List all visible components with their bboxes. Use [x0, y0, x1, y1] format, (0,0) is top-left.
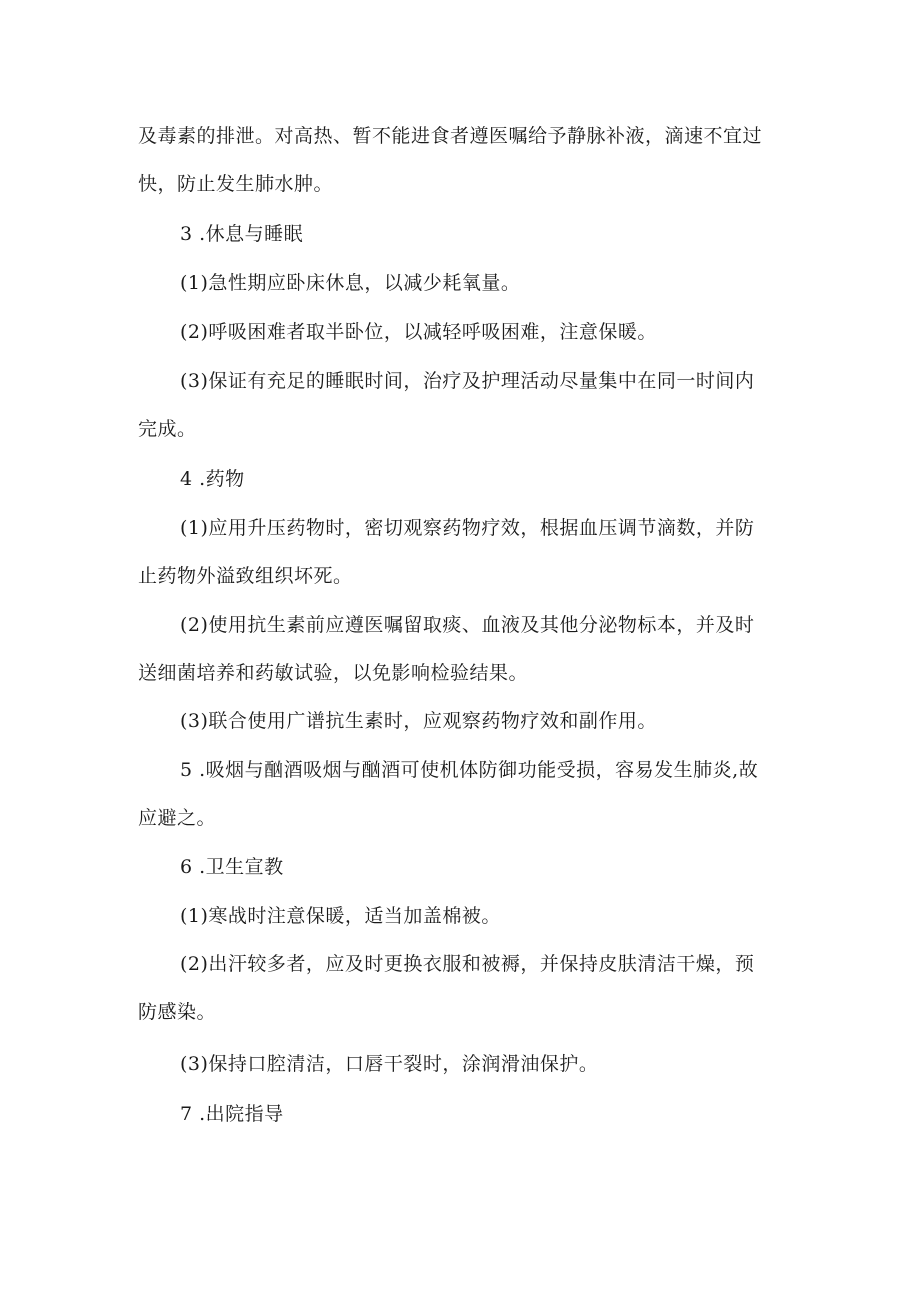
text-line: (2)呼吸困难者取半卧位，以减轻呼吸困难，注意保暖。 [180, 321, 657, 343]
section-heading: 6 .卫生宣教 [180, 856, 284, 878]
text-line: (3)保证有充足的睡眠时间，治疗及护理活动尽量集中在同一时间内 [180, 370, 755, 392]
section-heading-rest-sleep [138, 210, 788, 258]
text-line: (3)联合使用广谱抗生素时，应观察药物疗效和副作用。 [180, 710, 657, 732]
text-line: 及毒素的排泄。对高热、暂不能进食者遵医嘱给予静脉补液，滴速不宜过 [138, 125, 763, 147]
text-line: 送细菌培养和药敏试验，以免影响检验结果。 [138, 662, 529, 684]
list-item [138, 308, 788, 356]
text-line: 完成。 [138, 418, 197, 440]
section-heading: 7 .出院指导 [180, 1103, 284, 1125]
text-line: (2)出汗较多者，应及时更换衣服和被褥，并保持皮肤清洁干燥，预 [180, 953, 755, 975]
list-item [138, 357, 788, 453]
text-line: (2)使用抗生素前应遵医嘱留取痰、血液及其他分泌物标本，并及时 [180, 614, 755, 636]
list-item [138, 504, 788, 600]
text-line: 快，防止发生肺水肿。 [138, 173, 334, 195]
section-heading-medication [138, 455, 788, 503]
text-line: 防感染。 [138, 1001, 217, 1023]
list-item [138, 259, 788, 307]
list-item [138, 601, 788, 697]
section-heading-health-education [138, 843, 788, 891]
section-heading: 4 .药物 [180, 468, 245, 490]
text-line: (3)保持口腔清洁，口唇干裂时，涂润滑油保护。 [180, 1053, 599, 1075]
text-line: (1)寒战时注意保暖，适当加盖棉被。 [180, 905, 501, 927]
section-smoking-drinking [138, 746, 788, 842]
list-item [138, 1040, 788, 1088]
list-item [138, 892, 788, 940]
list-item [138, 697, 788, 745]
text-line: 应避之。 [138, 807, 217, 829]
paragraph-fluid-continuation [138, 112, 788, 208]
text-line: 止药物外溢致组织坏死。 [138, 565, 353, 587]
list-item [138, 940, 788, 1036]
section-heading-discharge-guidance [138, 1090, 788, 1138]
text-line: (1)应用升压药物时，密切观察药物疗效，根据血压调节滴数，并防 [180, 517, 755, 539]
text-line: (1)急性期应卧床休息，以减少耗氧量。 [180, 272, 521, 294]
section-heading: 5 .吸烟与酗酒吸烟与酗酒可使机体防御功能受损，容易发生肺炎,故 [180, 759, 759, 781]
section-heading: 3 .休息与睡眠 [180, 223, 304, 245]
